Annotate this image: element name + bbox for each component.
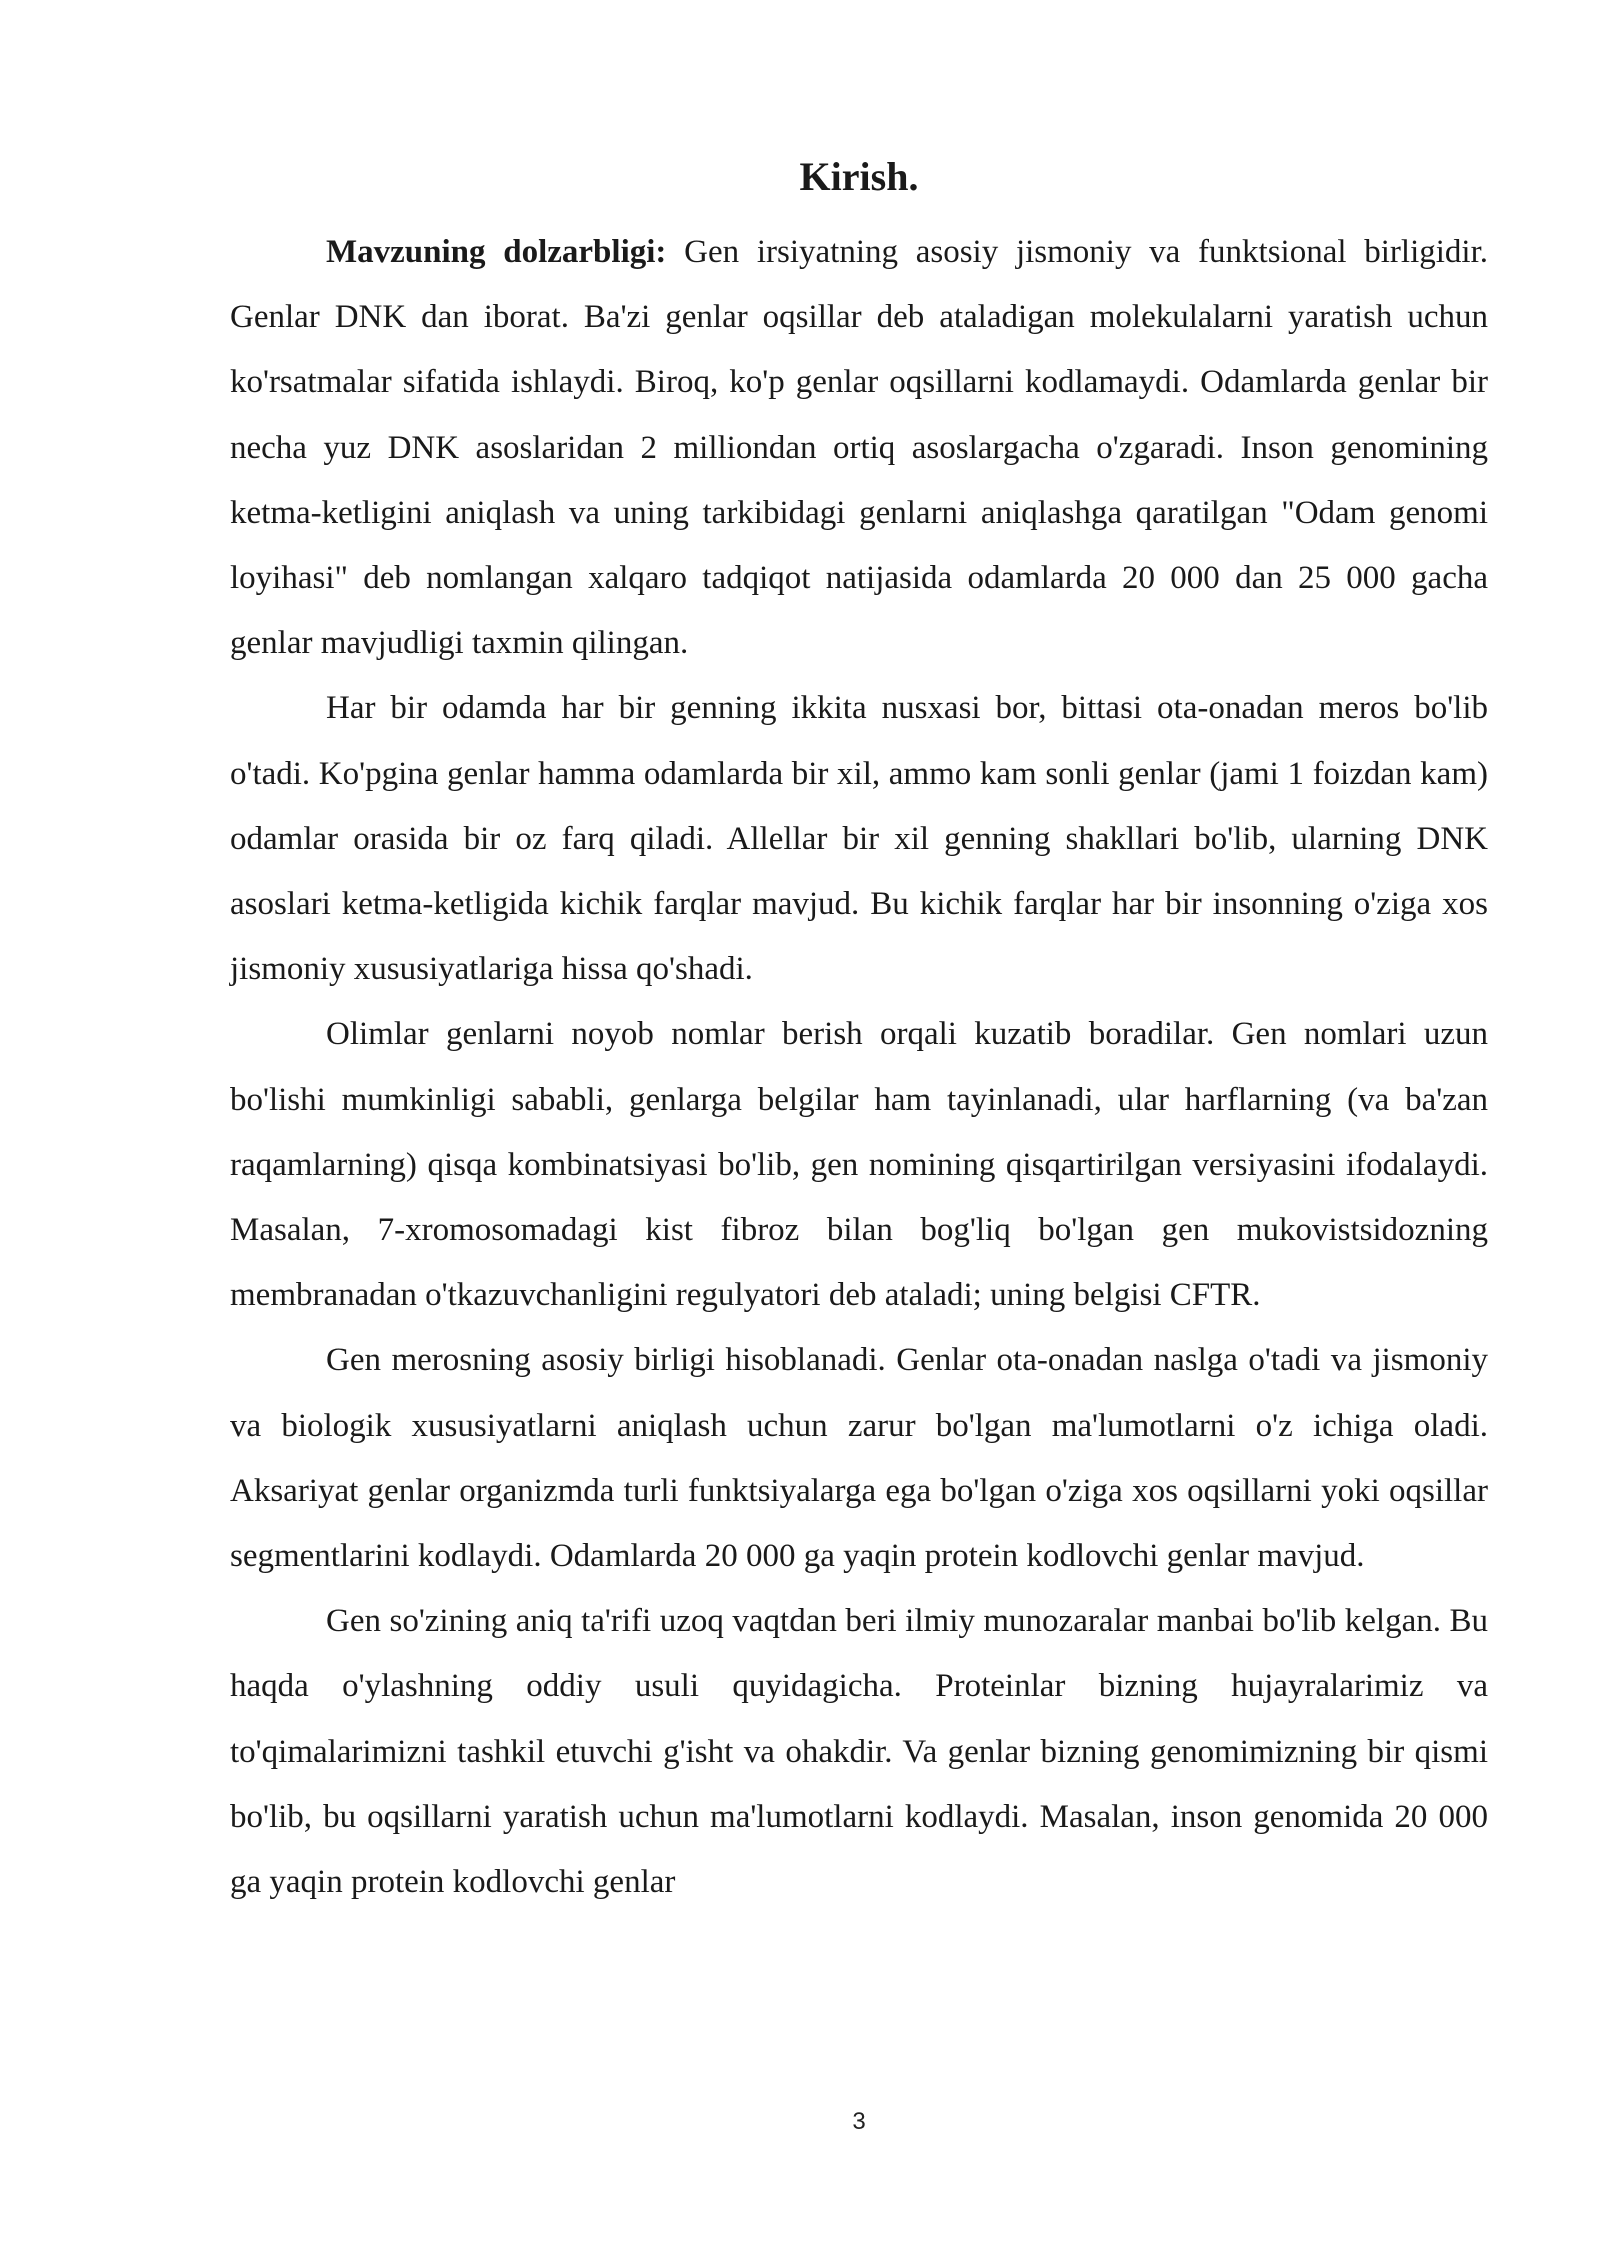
paragraph-relevance <box>230 220 1488 676</box>
page-title: Kirish. <box>799 154 919 199</box>
paragraph: Gen merosning asosiy birligi hisoblanadi. Genlar ota-onadan naslga o'tadi va jismoniy va biologik xususiyatlarni aniqlash uchun zarur bo'lgan ma'lumotlarni o'z ichiga oladi. Aksariyat genlar organizmda turli funktsiyalarga ega bo'lgan o'ziga xos oqsillarni yoki oqsillar segmentlarini kodlaydi. Odamlarda 20 000 ga yaqin protein kodlovchi genlar mavjud. <box>230 1342 1488 1575</box>
paragraph: Olimlar genlarni noyob nomlar berish orqali kuzatib boradilar. Gen nomlari uzun bo'lishi mumkinligi sababli, genlarga belgilar ham tayinlanadi, ular harflarning (va ba'zan raqamlarning) qisqa kombinatsiyasi bo'lib, gen nomining qisqartirilgan versiyasini ifodalaydi. Masalan, 7-xromosomadagi kist fibroz bilan bog'liq bo'lgan gen mukovistsidozning membranadan o'tkazuvchanligini regulyatori deb ataladi; uning belgisi CFTR. <box>230 1016 1488 1314</box>
page-number: 3 <box>852 2108 866 2135</box>
paragraph: Gen so'zining aniq ta'rifi uzoq vaqtdan beri ilmiy munozaralar manbai bo'lib kelgan. Bu haqda o'ylashning oddiy usuli quyidagicha. Proteinlar bizning hujayralarimiz va to'qimalarimizni tashkil etuvchi g'isht va ohakdir. Va genlar bizning genomimizning bir qismi bo'lib, bu oqsillarni yaratish uchun ma'lumotlarni kodlaydi. Masalan, inson genomida 20 000 ga yaqin protein kodlovchi genlar <box>230 1603 1488 1901</box>
relevance-heading: Mavzuning dolzarbligi: <box>326 234 667 270</box>
paragraph: Har bir odamda har bir genning ikkita nusxasi bor, bittasi ota-onadan meros bo'lib o'tadi. Ko'pgina genlar hamma odamlarda bir xil, ammo kam sonli genlar (jami 1 foizdan kam) odamlar orasida bir oz farq qiladi. Allellar bir xil genning shakllari bo'lib, ularning DNK asoslari ketma-ketligida kichik farqlar mavjud. Bu kichik farqlar har bir insonning o'ziga xos jismoniy xususiyatlariga hissa qo'shadi. <box>230 690 1488 988</box>
body-text <box>230 220 1488 1915</box>
paragraph-text: Gen irsiyatning asosiy jismoniy va funktsional birligidir. Genlar DNK dan iborat. Ba'zi genlar oqsillar deb ataladigan molekulalarni yaratish uchun ko'rsatmalar sifatida ishlaydi. Biroq, ko'p genlar oqsillarni kodlamaydi. Odamlarda genlar bir necha yuz DNK asoslaridan 2 milliondan ortiq asoslargacha o'zgaradi. Inson genomining ketma-ketligini aniqlash va uning tarkibidagi genlarni aniqlashga qaratilgan "Odam genomi loyihasi" deb nomlangan xalqaro tadqiqot natijasida odamlarda 20 000 dan 25 000 gacha genlar mavjudligi taxmin qilingan. <box>230 234 1489 662</box>
